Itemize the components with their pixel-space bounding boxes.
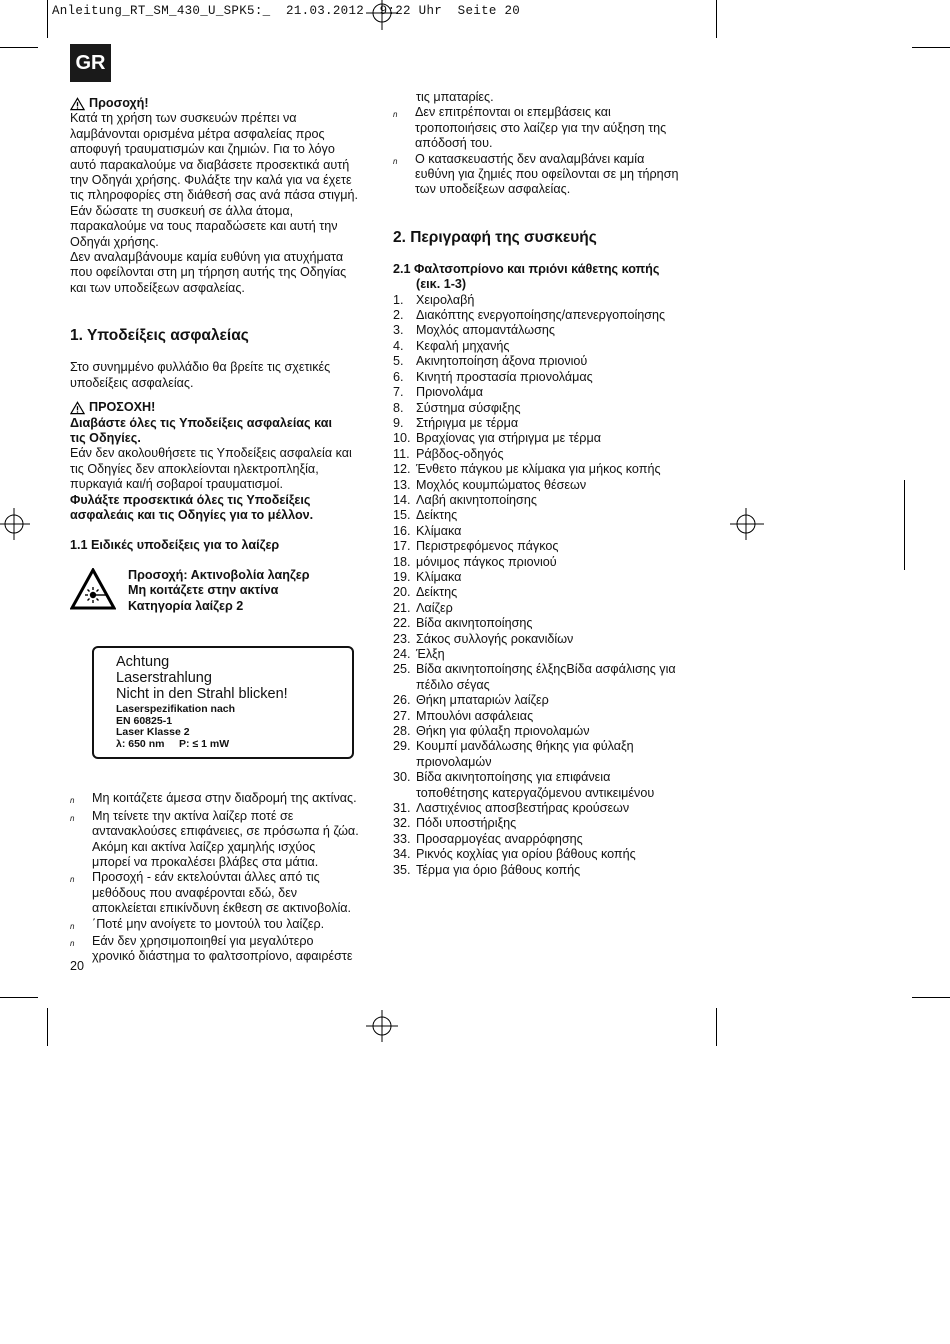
text-line: χρονικό διάστημα το φαλτσοπρίονο, αφαιρέστε (92, 949, 353, 964)
warning-heading (70, 400, 375, 415)
part-number: 12. (393, 462, 411, 477)
keep-instructions-text (70, 493, 375, 524)
part-number: 34. (393, 847, 411, 862)
crop-mark (0, 47, 38, 48)
text-line: Στο συνημμένο φυλλάδιο θα βρείτε τις σχετικές (70, 360, 331, 375)
part-number: 19. (393, 569, 411, 584)
part-number: 11. (393, 446, 410, 461)
part-name: Λαστιχένιος αποσβεστήρας κρούσεων (416, 801, 630, 816)
parts-list (393, 293, 703, 878)
text-line: την Οδηγάι χρήσης. Φυλάξτε την καλά για να έχετε (70, 173, 352, 188)
part-name: Τέρμα για όριο βάθους κοπής (416, 862, 581, 877)
part-number: 8. (393, 400, 404, 415)
part-name: πέδιλο σέγας (416, 677, 490, 692)
part-number: 26. (393, 693, 411, 708)
part-number: 17. (393, 539, 411, 554)
list-item (393, 152, 703, 198)
parts-list-item (393, 585, 703, 600)
parts-list-item (393, 863, 703, 878)
part-number: 22. (393, 616, 411, 631)
text-line: Κατηγορία λαίζερ 2 (128, 598, 244, 613)
left-column (70, 96, 375, 965)
parts-list-item (393, 401, 703, 416)
part-name: Θήκη μπαταριών λαίζερ (416, 693, 549, 708)
part-name: Ρικνός κοχλίας για ορίου βάθους κοπής (416, 847, 636, 862)
part-number: 21. (393, 600, 411, 615)
warning-text (70, 446, 375, 492)
list-item (70, 917, 375, 934)
label-spec-line: Laser Klasse 2 (116, 726, 190, 739)
text-line: τις Οδηγίες. (70, 430, 141, 445)
print-slug: Anleitung_RT_SM_430_U_SPK5:_ 21.03.2012 9:22 Uhr Seite 20 (52, 4, 521, 18)
part-name: πριονολαμών (416, 754, 492, 769)
parts-list-item (393, 770, 703, 801)
parts-list-item (393, 524, 703, 539)
parts-list-item (393, 370, 703, 385)
parts-list-item (393, 847, 703, 862)
text-line: Δεν επιτρέπονται οι επεμβάσεις και (415, 105, 611, 120)
part-number: 7. (393, 385, 404, 400)
text-line: τροποποιήσεις στο λαίζερ για την αύξηση της (415, 120, 667, 135)
part-number: 20. (393, 585, 411, 600)
part-name: μόνιμος πάγκος πριονιού (416, 554, 557, 569)
text-line: πυρκαγιά και/ή σοβαροί τραυματισμοί. (70, 477, 283, 492)
part-name: Πριονολάμα (416, 385, 484, 400)
part-name: Διακόπτης ενεργοποίησης/απενεργοποίησης (416, 308, 666, 323)
bullet-marker: n (70, 813, 75, 823)
part-number: 1. (393, 292, 404, 307)
section-1-title: 1. Υποδείξεις ασφαλείας (70, 327, 249, 345)
part-name: Ράβδος-οδηγός (416, 446, 504, 461)
part-name: Κλίμακα (416, 569, 462, 584)
text-line: Εάν δεν ακολουθήσετε τις Υποδείξεις ασφαλεία και (70, 446, 352, 461)
parts-list-item (393, 693, 703, 708)
continued-text: τις μπαταρίες. (416, 90, 494, 104)
bullet-marker: n (393, 110, 398, 120)
text-line: Προσοχή - εάν εκτελούνται άλλες από τις (92, 870, 320, 885)
text-line: απόδοσή του. (415, 136, 493, 151)
part-name: Λαίζερ (416, 600, 453, 615)
part-number: 14. (393, 492, 411, 507)
text-line: (εικ. 1-3) (416, 277, 467, 292)
part-number: 27. (393, 708, 411, 723)
text-line: Εάν δώσατε τη συσκευή σε άλλα άτομα, (70, 203, 294, 218)
parts-list-item (393, 662, 703, 693)
text-line: Προσοχή: Ακτινοβολία λαηζερ (128, 567, 310, 582)
parts-list-item (393, 447, 703, 462)
part-name: Προσαρμογέας αναρρόφησης (416, 831, 583, 846)
text-line: Μη τείνετε την ακτίνα λαίζερ ποτέ σε (92, 808, 294, 823)
part-name: Μοχλός κουμπώματος θέσεων (416, 477, 587, 492)
text-line: Ο κατασκευαστής δεν αναλαμβάνει καμία (415, 151, 645, 166)
text-line: Δεν αναλαμβάνουμε καμία ευθύνη για ατυχήματα (70, 250, 344, 265)
text-line: ΄Ποτέ μην ανοίγετε το μοντούλ του λαίζερ. (92, 916, 325, 931)
parts-list-item (393, 308, 703, 323)
label-line: Laserstrahlung (116, 669, 212, 686)
list-item (70, 791, 375, 808)
text-line: αυτό παρακαλούμε να διαβάσετε προσεκτικά αυτή (70, 157, 350, 172)
text-line: μπορεί να προκαλέσει βλάβες στα μάτια. (92, 854, 319, 869)
parts-list-item (393, 293, 703, 308)
part-number: 23. (393, 631, 411, 646)
bullet-marker: n (70, 875, 75, 885)
part-number: 30. (393, 770, 411, 785)
text-line: ευθύνη για ζημιές που οφείλονται σε μη τήρηση (415, 167, 679, 182)
part-name: Κινητή προστασία πριονολάμας (416, 369, 593, 384)
language-badge: GR (70, 44, 111, 82)
parts-list-item (393, 354, 703, 369)
parts-list-item (393, 493, 703, 508)
parts-list-item (393, 339, 703, 354)
part-number: 6. (393, 369, 404, 384)
bullet-marker: n (393, 156, 398, 166)
part-name: Δείκτης (416, 508, 458, 523)
part-number: 24. (393, 647, 411, 661)
parts-list-item (393, 555, 703, 570)
label-spec-line: Laserspezifikation nach (116, 702, 236, 715)
part-name: Βίδα ακινητοποίησης (416, 616, 533, 631)
label-spec-line: λ: 650 nm P: ≤ 1 mW (116, 737, 230, 750)
part-number: 16. (393, 523, 411, 538)
part-name: Σύστημα σύσφιξης (416, 400, 521, 415)
right-column (393, 90, 703, 878)
part-number: 13. (393, 477, 411, 492)
text-line: αντανακλούσες επιφάνειες, σε πρόσωπα ή ζώα. (92, 824, 359, 839)
part-number: 35. (393, 862, 411, 877)
part-number: 5. (393, 354, 404, 369)
bullet-marker: n (70, 921, 75, 931)
part-name: τοποθέτησης κατεργαζόμενου αντικειμένου (416, 785, 655, 800)
crop-mark (716, 0, 717, 38)
part-name: Περιστρεφόμενος πάγκος (416, 539, 559, 554)
section-2-title: 2. Περιγραφή της συσκευής (393, 228, 597, 246)
part-name: Στήριγμα με τέρμα (416, 415, 519, 430)
label-line: Nicht in den Strahl blicken! (116, 685, 288, 702)
registration-mark-icon (362, 0, 402, 30)
part-number: 15. (393, 508, 411, 523)
list-item (70, 934, 375, 965)
part-number: 29. (393, 739, 411, 754)
text-line: και των υποδείξεων ασφαλείας. (70, 280, 245, 295)
text-line: ασφαλεάις και τις Οδηγίες για το μέλλον. (70, 507, 314, 522)
part-name: Βίδα ακινητοποίησης έλξηςΒίδα ασφάλισης για (416, 662, 676, 677)
parts-list-item (393, 647, 703, 662)
parts-list-item (393, 601, 703, 616)
subsection-2-1-title (393, 262, 703, 293)
part-name: Θήκη για φύλαξη πριονολαμών (416, 724, 590, 739)
text-line: των υποδείξεων ασφαλείας. (415, 182, 571, 197)
text-line: που οφείλονται στη μη τήρηση αυτής της Οδηγίας (70, 265, 347, 280)
text-line: λαμβάνονται ορισμένα μέτρα ασφαλείας προς (70, 126, 325, 141)
parts-list-item (393, 632, 703, 647)
part-name: Κλίμακα (416, 523, 462, 538)
caution-title: Προσοχή! (89, 96, 149, 110)
crop-mark (904, 480, 905, 570)
parts-list-item (393, 739, 703, 770)
text-line: αποκλείεται επικίνδυνη έκθεση σε ακτινοβολία. (92, 901, 352, 916)
part-name: Κουμπί μανδάλωσης θήκης για φύλαξη (416, 739, 634, 754)
crop-mark (47, 1008, 48, 1046)
part-number: 3. (393, 323, 404, 338)
part-number: 9. (393, 415, 404, 430)
page-number: 20 (70, 959, 85, 973)
part-number: 2. (393, 308, 404, 323)
bullet-marker: n (70, 796, 75, 806)
crop-mark (47, 0, 48, 38)
part-number: 18. (393, 554, 411, 569)
part-name: Μοχλός απομαντάλωσης (416, 323, 555, 338)
registration-mark-icon (0, 504, 30, 544)
text-line: Ακόμη και ακτίνα λαίζερ χαμηλής ισχύος (92, 839, 316, 854)
part-name: Πόδι υποστήριξης (416, 816, 517, 831)
parts-list-item (393, 431, 703, 446)
parts-list-item (393, 323, 703, 338)
subsection-1-1-title: 1.1 Ειδικές υποδείξεις για το λαίζερ (70, 538, 280, 553)
list-item (393, 105, 703, 151)
part-name: Βραχίονας για στήριγμα με τέρμα (416, 431, 601, 446)
parts-list-item (393, 832, 703, 847)
text-line: τις πληροφορίες στη διάθεσή σας ανά πάσα στιγμή. (70, 188, 358, 203)
part-number: 28. (393, 724, 411, 739)
part-number: 32. (393, 816, 411, 831)
list-item (70, 870, 375, 916)
label-line: Achtung (116, 653, 170, 670)
parts-list-item (393, 724, 703, 739)
crop-mark (912, 997, 950, 998)
parts-list-item (393, 508, 703, 523)
text-line: Μη κοιτάζετε άμεσα στην διαδρομή της ακτίνας. (92, 791, 357, 806)
part-name: Έλξη (416, 647, 445, 661)
warning-triangle-icon (70, 401, 85, 415)
parts-list-item (393, 801, 703, 816)
crop-mark (0, 997, 38, 998)
parts-list-item (393, 616, 703, 631)
text-line: Εάν δεν χρησιμοποιηθεί για μεγαλύτερο (92, 934, 314, 948)
warning-title: ΠΡΟΣΟΧΗ! (89, 400, 156, 415)
parts-list-item (393, 570, 703, 585)
parts-list-item (393, 478, 703, 493)
part-name: Ακινητοποίηση άξονα πριονιού (416, 354, 588, 369)
text-line: υποδείξεις ασφαλείας. (70, 375, 194, 390)
registration-mark-icon (728, 504, 768, 544)
crop-mark (716, 1008, 717, 1046)
part-name: Κεφαλή μηχανής (416, 338, 510, 353)
part-number: 33. (393, 831, 411, 846)
part-name: Δείκτης (416, 585, 458, 600)
bullet-marker: n (70, 939, 75, 948)
laser-warning-block (70, 568, 375, 614)
list-item (70, 809, 375, 871)
text-line: 2.1 Φαλτσοπρίονο και πριόνι κάθετης κοπής (393, 261, 660, 276)
registration-mark-icon (362, 1006, 402, 1046)
laser-bullet-list (70, 791, 375, 964)
part-number: 31. (393, 801, 411, 816)
warning-bold-text (70, 416, 375, 447)
label-spec-line: EN 60825-1 (116, 714, 173, 727)
laser-warning-text (128, 568, 310, 614)
caution-heading (70, 96, 375, 111)
part-name: Σάκος συλλογής ροκανιδίων (416, 631, 574, 646)
parts-list-item (393, 416, 703, 431)
laser-bullet-list-continued (393, 105, 703, 197)
part-name: Χειρολαβή (416, 292, 475, 307)
parts-list-item (393, 709, 703, 724)
crop-mark (912, 47, 950, 48)
text-line: Διαβάστε όλες τις Υποδείξεις ασφαλείας και (70, 415, 332, 430)
part-name: Ένθετο πάγκου με κλίμακα για μήκος κοπής (416, 462, 661, 477)
text-line: τις Οδηγίες δεν αποκλείονται ηλεκτροπληξία, (70, 461, 319, 476)
text-line: Φυλάξτε προσεκτικά όλες τις Υποδείξεις (70, 492, 311, 507)
part-name: Λαβή ακινητοποίησης (416, 492, 537, 507)
text-line: αποφυγή τραυματισμών και ζημιών. Για το λόγο (70, 142, 335, 157)
part-number: 4. (393, 338, 404, 353)
laser-label (92, 646, 354, 759)
warning-triangle-icon (70, 97, 85, 111)
laser-hazard-icon (70, 568, 116, 610)
text-line: Μη κοιτάζετε στην ακτίνα (128, 583, 279, 598)
part-number: 10. (393, 431, 411, 446)
part-name: Μπουλόνι ασφάλειας (416, 708, 534, 723)
text-line: μεθόδους που αναφέρονται εδώ, δεν (92, 885, 298, 900)
parts-list-item (393, 539, 703, 554)
text-line: παρακαλούμε να τους παραδώσετε και αυτή την (70, 219, 338, 234)
parts-list-item (393, 462, 703, 477)
text-line: Οδηγάι χρήσης. (70, 234, 159, 249)
liability-text (70, 250, 375, 296)
part-name: Βίδα ακινητοποίησης για επιφάνεια (416, 770, 611, 785)
part-number: 25. (393, 662, 411, 677)
parts-list-item (393, 385, 703, 400)
section-1-text (70, 360, 375, 391)
parts-list-item (393, 816, 703, 831)
text-line: Κατά τη χρήση των συσκευών πρέπει να (70, 111, 297, 126)
caution-text (70, 111, 375, 250)
